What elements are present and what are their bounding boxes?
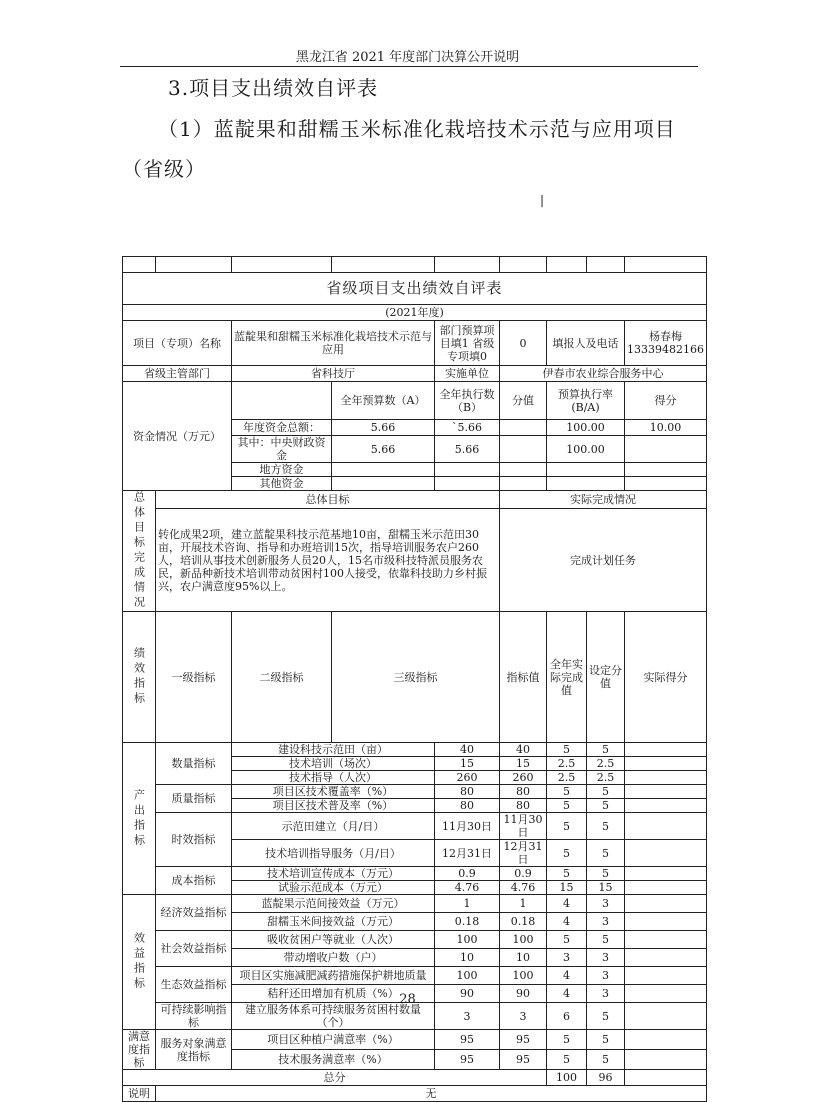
indicator-name: 技术指导（人次） [232,771,435,785]
indicator-name: 建立服务体系可持续服务贫困村数量（个） [232,1003,435,1030]
funds-row-budget: 5.66 [332,420,435,436]
indicator-level1: 产出指标 [132,788,146,849]
funds-row-label: 年度资金总额： [232,420,332,436]
indicator-name: 带动增收户数（户） [232,949,435,967]
indicator-reason [625,1030,707,1050]
indicator-score: 5 [587,813,625,840]
indicator-score: 5 [587,785,625,799]
goals-header: 总体目标 [156,491,500,509]
note-label: 说明 [123,1086,156,1102]
note-row [123,1086,707,1102]
col-level2: 二级指标 [232,612,332,743]
col-level3: 三级指标 [332,612,500,743]
indicator-actual: 11月30日 [500,813,547,840]
indicator-target: 80 [435,799,500,813]
indicator-score: 3 [587,985,625,1003]
contact-value: 杨春梅 13339482166 [625,321,707,366]
indicator-score: 5 [587,867,625,881]
indicator-score: 5 [587,799,625,813]
indicator-row [123,895,707,913]
funds-row-rate: 100.00 [547,436,625,463]
dept-value: 省科技厅 [232,366,435,382]
indicator-actual: 40 [500,743,547,757]
indicator-row [123,931,707,949]
indicator-actual: 1 [500,895,547,913]
indicator-row [123,785,707,799]
indicator-reason [625,967,707,985]
goals-text: 转化成果2项，建立蓝靛果科技示范基地10亩，甜糯玉米示范田30亩，开展技术咨询、指导和办班培训15次，指导培训服务农户260人，培训从事技术创新服务人员20人，15名市级科技特派员服务农民，新品种新技术培训带动贫困村100人接受，依靠科技助力乡村振兴，农户满意度95%以上。 [156,509,500,612]
indicator-reason [625,931,707,949]
indicator-target: 0.9 [435,867,500,881]
contact-label: 填报人及电话 [547,321,625,366]
budget-item-value: 0 [500,321,547,366]
indicator-reason [625,949,707,967]
indicator-name: 甜糯玉米间接效益（万元） [232,913,435,931]
indicator-weight: 5 [547,813,587,840]
page-number: 28 [399,992,416,1007]
indicator-actual: 0.9 [500,867,547,881]
stray-mark: | [540,193,545,207]
indicator-target: 3 [435,1003,500,1030]
indicator-target: 11月30日 [435,813,500,840]
indicator-weight: 5 [547,840,587,867]
indicator-score: 5 [587,931,625,949]
indicator-name: 项目区实施减肥减药措施保护耕地质量 [232,967,435,985]
indicator-weight: 5 [547,743,587,757]
indicator-target: 100 [435,967,500,985]
indicators-side-label: 绩效指标 [132,647,146,707]
indicator-reason [625,895,707,913]
indicator-target: 95 [435,1030,500,1050]
indicator-actual: 80 [500,799,547,813]
indicator-name: 示范田建立（月/日） [232,813,435,840]
funds-row-rate [547,477,625,491]
indicator-target: 100 [435,931,500,949]
indicator-weight: 4 [547,913,587,931]
indicator-score: 5 [587,743,625,757]
impl-label: 实施单位 [435,366,500,382]
indicator-target: 10 [435,949,500,967]
funds-col-budget: 全年预算数（A） [332,382,435,420]
funds-row-budget [332,477,435,491]
impl-value: 伊春市农业综合服务中心 [500,366,707,382]
indicator-reason [625,913,707,931]
indicator-score: 15 [587,881,625,895]
indicator-name: 项目区种植户满意率（%） [232,1030,435,1050]
indicator-target: 95 [435,1050,500,1070]
indicator-name: 项目区技术普及率（%） [232,799,435,813]
indicator-actual: 100 [500,967,547,985]
indicator-weight: 4 [547,985,587,1003]
indicator-weight: 4 [547,895,587,913]
indicator-actual: 100 [500,931,547,949]
funds-row-exec [435,463,500,477]
indicator-weight: 5 [547,1050,587,1070]
indicator-weight: 5 [547,931,587,949]
funds-row-score [625,436,707,463]
project-name: 蓝靛果和甜糯玉米标准化栽培技术示范与应用 [232,321,435,366]
indicator-target: 90 [435,985,500,1003]
indicator-weight: 5 [547,799,587,813]
form-title: 省级项目支出绩效自评表 [123,273,707,305]
indicator-level2: 时效指标 [156,813,232,867]
funds-row-score: 10.00 [625,420,707,436]
subsection-heading: （1）蓝靛果和甜糯玉米标准化栽培技术示范与应用项目（省级） [122,117,676,181]
total-score: 96 [587,1070,625,1086]
funds-row-label: 地方资金 [232,463,332,477]
indicator-actual: 15 [500,757,547,771]
indicator-score: 2.5 [587,757,625,771]
indicator-level2: 数量指标 [156,743,232,785]
funds-col-score-value: 分值 [500,382,547,420]
indicator-score: 5 [587,840,625,867]
indicator-row [123,867,707,881]
funds-row-label: 其他资金 [232,477,332,491]
indicator-actual: 0.18 [500,913,547,931]
indicator-actual: 80 [500,785,547,799]
funds-col-rate: 预算执行率(B/A) [547,382,625,420]
indicator-row [123,743,707,757]
dept-label: 省级主管部门 [123,366,232,382]
page-header: 黑龙江省 2021 年度部门决算公开说明 [295,50,520,65]
col-score: 实际得分 [625,612,707,743]
indicator-score: 5 [587,1003,625,1030]
indicator-header-row [123,612,707,743]
indicator-reason [625,771,707,785]
col-level1: 一级指标 [156,612,232,743]
indicator-weight: 3 [547,949,587,967]
indicator-row [123,813,707,840]
indicator-level2: 服务对象满意度指标 [156,1030,232,1070]
indicator-reason [625,813,707,840]
indicator-name: 建设科技示范田（亩） [232,743,435,757]
indicator-target: 15 [435,757,500,771]
indicator-name: 技术服务满意率（%） [232,1050,435,1070]
indicator-level2: 经济效益指标 [156,895,232,931]
funds-row-budget: 5.66 [332,436,435,463]
indicator-name: 秸秆还田增加有机质（%） [232,985,435,1003]
budget-item-label: 部门预算项目填1 省级专项填0 [435,321,500,366]
indicator-reason [625,785,707,799]
indicator-reason [625,840,707,867]
funds-row-exec: `5.66 [435,420,500,436]
indicator-actual: 90 [500,985,547,1003]
indicator-level1: 效益指标 [132,932,146,992]
indicator-score: 3 [587,949,625,967]
indicator-level2: 成本指标 [156,867,232,895]
total-row [123,1070,707,1086]
indicator-row [123,967,707,985]
indicator-weight: 2.5 [547,757,587,771]
indicator-level1: 满意度指标 [128,1030,150,1069]
indicator-actual: 260 [500,771,547,785]
indicator-reason [625,799,707,813]
indicator-score: 3 [587,895,625,913]
indicator-target: 80 [435,785,500,799]
project-label: 项目（专项）名称 [123,321,232,366]
indicator-target: 0.18 [435,913,500,931]
funds-row-rate [547,463,625,477]
indicator-reason [625,881,707,895]
indicator-row [123,1030,707,1050]
indicator-weight: 4 [547,967,587,985]
performance-table [122,256,707,1102]
indicator-score: 2.5 [587,771,625,785]
indicator-name: 技术培训指导服务（月/日） [232,840,435,867]
indicator-weight: 5 [547,1030,587,1050]
actual-text: 完成计划任务 [500,509,707,612]
form-year: (2021年度) [123,305,707,321]
indicator-score: 5 [587,1050,625,1070]
indicator-actual: 12月31日 [500,840,547,867]
indicator-level2: 社会效益指标 [156,931,232,967]
indicator-actual: 95 [500,1050,547,1070]
indicator-weight: 5 [547,785,587,799]
indicator-weight: 15 [547,881,587,895]
funds-row-score [625,477,707,491]
funds-row-exec: 5.66 [435,436,500,463]
col-target: 指标值 [500,612,547,743]
indicator-level2: 生态效益指标 [156,967,232,1003]
indicator-reason [625,757,707,771]
header-divider [120,66,698,67]
indicator-reason [625,867,707,881]
total-label: 总分 [123,1070,547,1086]
funds-col-exec: 全年执行数（B） [435,382,500,420]
indicator-target: 260 [435,771,500,785]
note-value: 无 [156,1086,707,1102]
indicator-target: 4.76 [435,881,500,895]
indicator-name: 技术培训（场次） [232,757,435,771]
funds-row-score [625,463,707,477]
actual-header: 实际完成情况 [500,491,707,509]
indicator-name: 吸收贫困户等就业（人次） [232,931,435,949]
funds-label: 资金情况（万元） [123,382,232,491]
indicator-target: 40 [435,743,500,757]
indicator-actual: 10 [500,949,547,967]
funds-row-label: 其中：中央财政资金 [232,436,332,463]
table-top-strip [123,257,707,273]
indicator-name: 技术培训宣传成本（万元） [232,867,435,881]
indicator-score: 3 [587,967,625,985]
indicator-target: 12月31日 [435,840,500,867]
indicator-score: 5 [587,1030,625,1050]
indicator-name: 试验示范成本（万元） [232,881,435,895]
total-weight: 100 [547,1070,587,1086]
indicator-level2: 可持续影响指标 [156,1003,232,1030]
funds-row-exec [435,477,500,491]
indicator-name: 项目区技术覆盖率（%） [232,785,435,799]
indicator-actual: 3 [500,1003,547,1030]
funds-col-score: 得分 [625,382,707,420]
indicator-reason [625,743,707,757]
funds-row-rate: 100.00 [547,420,625,436]
col-actual: 全年实际完成值 [547,612,587,743]
indicator-actual: 4.76 [500,881,547,895]
col-weight: 设定分值 [587,612,625,743]
indicator-score: 3 [587,913,625,931]
indicator-level2: 质量指标 [156,785,232,813]
indicator-target: 1 [435,895,500,913]
section-heading: 3.项目支出绩效自评表 [168,76,379,100]
indicator-weight: 6 [547,1003,587,1030]
indicator-reason [625,1050,707,1070]
funds-row-budget [332,463,435,477]
indicator-actual: 95 [500,1030,547,1050]
indicator-weight: 2.5 [547,771,587,785]
goals-side-label: 总体目标完成情况 [132,491,146,611]
indicator-weight: 5 [547,867,587,881]
indicator-name: 蓝靛果示范间接效益（万元） [232,895,435,913]
